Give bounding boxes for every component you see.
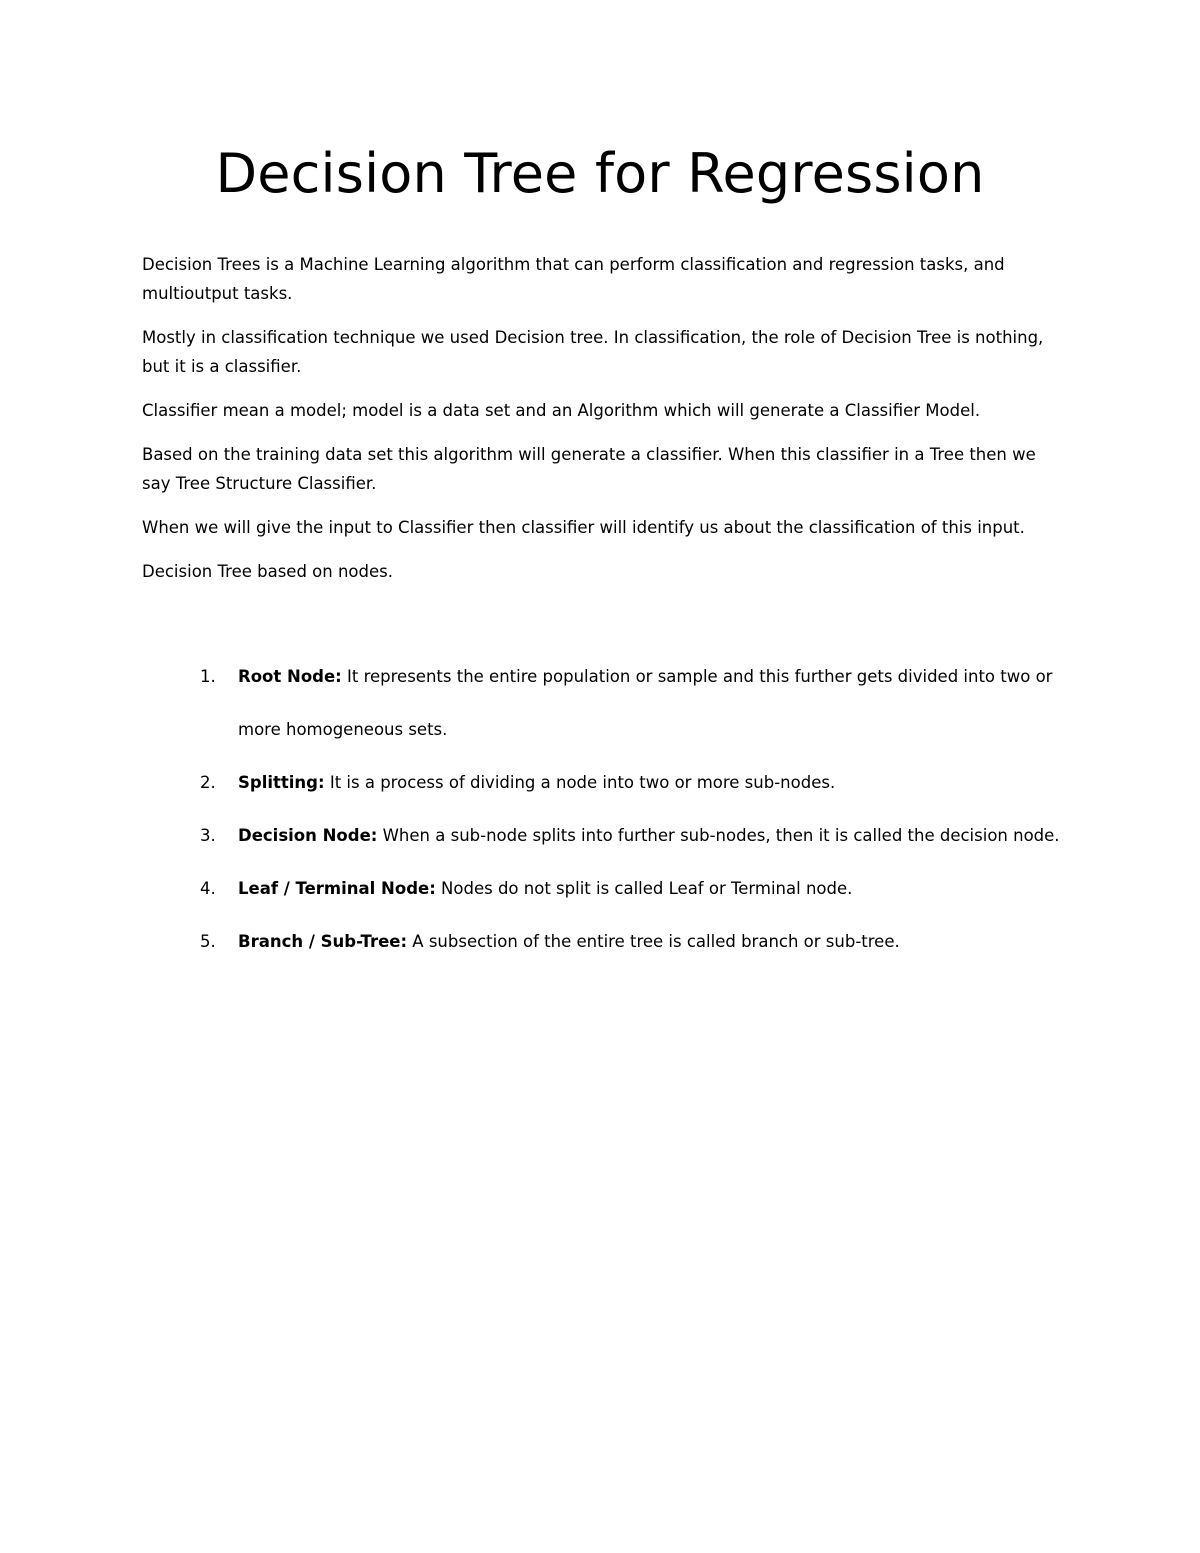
list-text: A subsection of the entire tree is called branch or sub-tree. xyxy=(407,932,900,951)
list-text: It represents the entire population or sample and this further gets divided into two or more homogeneous sets. xyxy=(238,667,1053,739)
list-item xyxy=(142,809,1062,862)
list-number: 3. xyxy=(200,826,216,845)
list-item xyxy=(142,650,1062,756)
list-text: It is a process of dividing a node into two or more sub-nodes. xyxy=(324,773,836,792)
list-number: 1. xyxy=(200,667,216,686)
list-item xyxy=(142,915,1062,968)
paragraph-training-data: Based on the training data set this algorithm will generate a classifier. When this classifier in a Tree then we say Tree Structure Classifier. xyxy=(142,445,1036,493)
document-title: Decision Tree for Regression xyxy=(215,142,985,205)
list-item xyxy=(142,862,1062,915)
list-term: Decision Node: xyxy=(238,826,378,845)
node-types-list xyxy=(142,650,1062,968)
list-term: Branch / Sub-Tree: xyxy=(238,932,408,951)
list-term: Splitting: xyxy=(238,773,325,792)
list-term: Leaf / Terminal Node: xyxy=(238,879,436,898)
paragraph-nodes: Decision Tree based on nodes. xyxy=(142,562,393,581)
list-text: Nodes do not split is called Leaf or Terminal node. xyxy=(435,879,853,898)
list-text: When a sub-node splits into further sub-nodes, then it is called the decision node. xyxy=(377,826,1060,845)
list-item xyxy=(142,756,1062,809)
paragraph-intro: Decision Trees is a Machine Learning algorithm that can perform classification and regression tasks, and multioutput tasks. xyxy=(142,255,1005,303)
paragraph-input: When we will give the input to Classifier then classifier will identify us about the classification of this input. xyxy=(142,518,1025,537)
document-body xyxy=(142,250,1062,601)
paragraph-classification: Mostly in classification technique we used Decision tree. In classification, the role of Decision Tree is nothing, but it is a classifier. xyxy=(142,328,1044,376)
list-number: 4. xyxy=(200,879,216,898)
paragraph-classifier-model: Classifier mean a model; model is a data set and an Algorithm which will generate a Classifier Model. xyxy=(142,401,981,420)
list-term: Root Node: xyxy=(238,667,342,686)
list-number: 2. xyxy=(200,773,216,792)
list-number: 5. xyxy=(200,932,216,951)
